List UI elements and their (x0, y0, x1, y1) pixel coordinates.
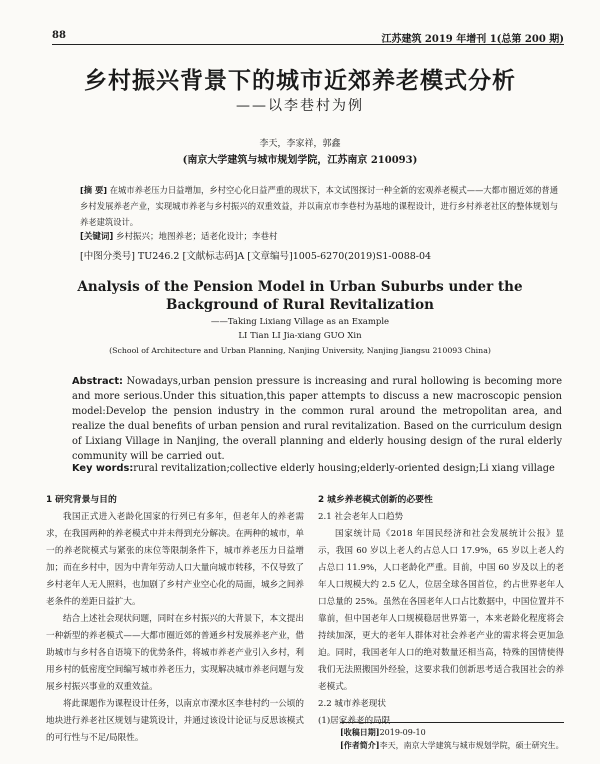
keywords-en-label: Key words: (72, 463, 134, 474)
page-header (52, 30, 564, 44)
footnote-author (340, 739, 564, 752)
title-cn: 乡村振兴背景下的城市近郊养老模式分析 (84, 68, 516, 94)
right-column (318, 492, 564, 730)
authors-en: LI Tian LI Jia-xiang GUO Xin (238, 331, 362, 341)
keywords-cn (80, 230, 558, 242)
subsection-2-2-1-heading: (1)居家养老的局限 (318, 716, 391, 726)
received-value: 2019-09-10 (379, 728, 426, 737)
paragraph: 将此课题作为课程设计任务，以南京市溧水区李巷村约一公顷的地块进行养老社区规划与建筑设计，并通过该设计论证与反思该模式的可行性与不足/局限性。 (46, 699, 304, 743)
keywords-en (72, 463, 562, 474)
affiliation-en: (School of Architecture and Urban Planning, Nanjing University, Nanjing Jiangsu 210093 China) (109, 346, 491, 355)
authors-cn: 李天，李家祥，郭鑫 (259, 139, 341, 149)
author-bio-value: 李天，南京大学建筑与城市规划学院，硕士研究生。 (379, 741, 564, 750)
section-1-heading: 1 研究背景与目的 (46, 495, 117, 505)
abstract-en-label: Abstract: (72, 376, 123, 387)
subtitle-en: ——Taking Lixiang Village as an Example (210, 317, 390, 327)
subsection-2-1-heading: 2.1 社会老年人口趋势 (318, 512, 404, 522)
section-2-heading: 2 城乡养老模式创新的必要性 (318, 495, 433, 505)
footnote (340, 722, 564, 752)
title-en: Analysis of the Pension Model in Urban Suburbs under the Background of Rural Revitalization (77, 279, 523, 313)
paragraph: 结合上述社会现状问题，同时在乡村振兴的大背景下，本文提出一种新型的养老模式——大都市圈近郊的普通乡村发展养老产业，借助城市与乡村各自语境下的优势条件，将城市养老产业引入乡村，利用乡村的低密度空间编写城市养老压力，实现解决城市养老问题与发展乡村振兴事业的双重效益。 (46, 614, 304, 692)
subsection-2-2-heading: 2.2 城市养老现状 (318, 699, 386, 709)
header-rule (52, 44, 564, 45)
abstract-cn-text: 在城市养老压力日益增加，乡村空心化日益严重的现状下，本文试图探讨一种全新的宏观养老模式——大都市圈近郊的普通乡村发展养老产业，实现城市养老与乡村振兴的双重效益，并以南京市李巷村为基地的课程设计，进行乡村养老社区的整体规划与养老建筑设计。 (80, 185, 558, 227)
abstract-en-text: Nowadays,urban pension pressure is increasing and rural hollowing is becoming more and more serious.Under this situation,this paper attempts to discuss a new macroscopic pension model:Develop the pension industry in the common rural around the metropolitan area, and realize the dual benefits of urban pension and rural revitalization. Based on the curriculum design of Lixiang Village in Nanjing, the overall planning and elderly housing design of the rural elderly community will be carried out. (72, 376, 562, 462)
footnote-received (340, 726, 564, 739)
left-column (46, 492, 304, 747)
classification-cn: [中图分类号] TU246.2 [文献标志码]A [文章编号]1005-6270(2019)S1-0088-04 (80, 251, 432, 262)
page-number: 88 (52, 30, 66, 41)
keywords-en-text: rural revitalization;collective elderly housing;elderly-oriented design;Li xiang village (133, 463, 555, 474)
journal-info: 江苏建筑 2019 年增刊 1(总第 200 期) (381, 34, 564, 45)
affiliation-cn: (南京大学建筑与城市规划学院，江苏南京 210093) (182, 155, 418, 166)
paragraph: 我国正式进入老龄化国家的行列已有多年，但老年人的养老需求，在我国两种的养老模式中并未得到充分解决。在两种的城市，单一的养老院模式与紧张的床位等限制条件下，城市养老压力日益增加；而在乡村中，因为中青年劳动人口大量向城市转移，不仅导致了乡村老年人无人照料，也加剧了乡村产业空心化的局面，城乡之间养老条件的差距日益扩大。 (46, 512, 304, 607)
received-label: [收稿日期] (340, 727, 380, 737)
author-bio-label: [作者简介] (340, 740, 380, 750)
keywords-cn-label: [关键词] (80, 232, 114, 242)
abstract-cn-label: [摘 要] (80, 185, 108, 195)
abstract-cn (80, 182, 558, 230)
abstract-en (72, 374, 562, 464)
paragraph: 国家统计局《2018 年国民经济和社会发展统计公报》显示，我国 60 岁以上老人约占总人口 17.9%，65 岁以上老人约占总口 11.9%，人口老龄化严重。目前，中国 60 岁及以上的老年人口规模大约 2.5 亿人，位居全球各国首位，约占世界老年人口总量的 25%。虽然在各国老年人口占比数据中，中国位置并不靠前，但中国老年人口规模稳居世界第一，本来老龄化程度将会持续加深，更大的老年人群体对社会养老产业的需求将会更加急迫。同时，我国老年人口的绝对数量还相当高，特殊的国情使得我们无法照搬国外经验，这要求我们创新思考适合我国社会的养老模式。 (318, 529, 564, 692)
subtitle-cn: ——以李巷村为例 (236, 98, 364, 114)
keywords-cn-text: 乡村振兴；地图养老；适老化设计；李巷村 (115, 232, 278, 242)
